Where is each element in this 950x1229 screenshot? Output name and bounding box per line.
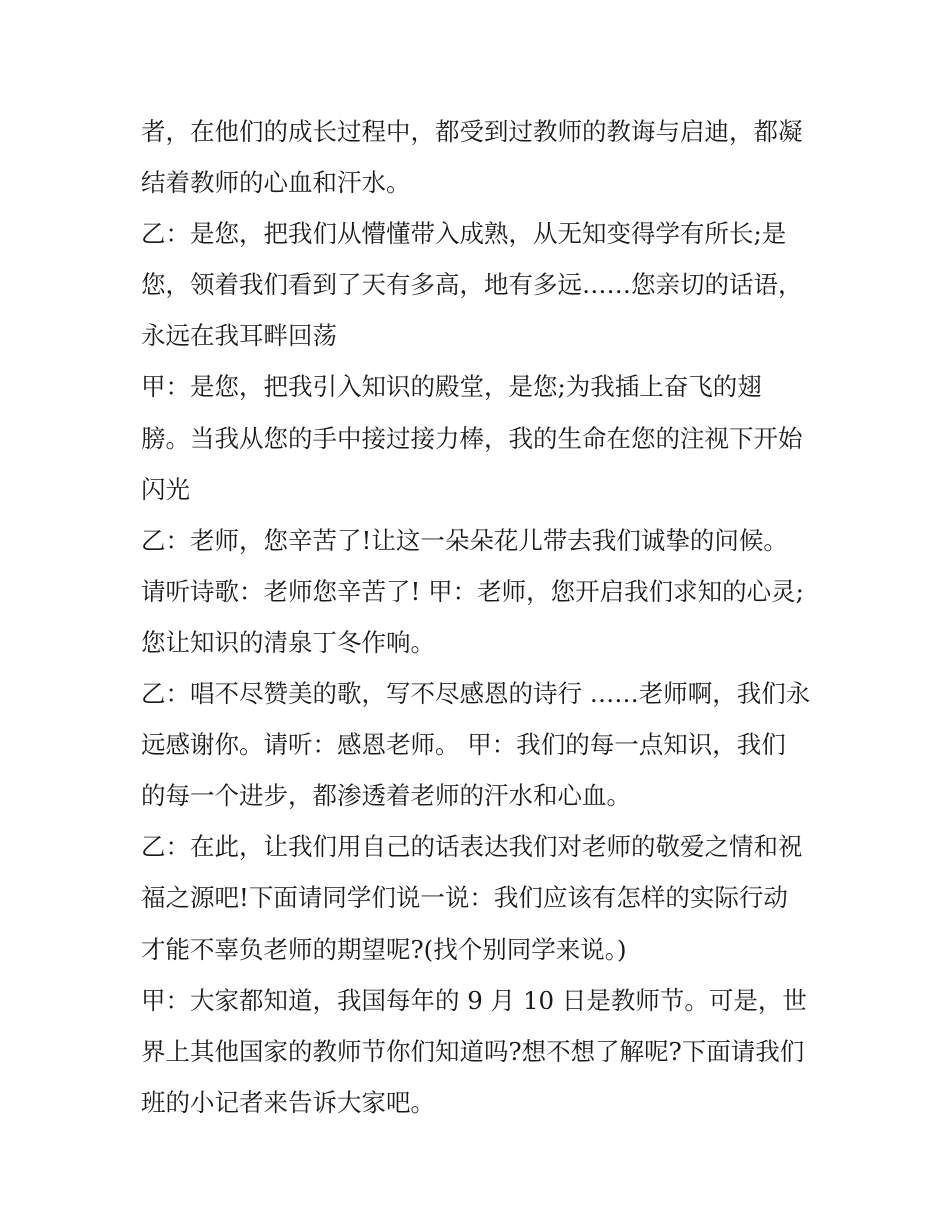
text-line: 甲：是您，把我引入知识的殿堂，是您;为我插上奋飞的翅	[141, 372, 762, 402]
text-line: 界上其他国家的教师节你们知道吗?想不想了解呢?下面请我们	[141, 1036, 805, 1066]
text-line: 乙：是您，把我们从懵懂带入成熟，从无知变得学有所长;是	[141, 219, 787, 249]
text-line: 者，在他们的成长过程中，都受到过教师的教诲与启迪，都凝	[141, 117, 803, 146]
text-line: 闪光	[141, 474, 190, 504]
text-line: 乙：老师，您辛苦了!让这一朵朵花儿带去我们诚挚的问候。	[141, 525, 788, 555]
text-line: 福之源吧!下面请同学们说一说：我们应该有怎样的实际行动	[141, 883, 788, 913]
text-line: 班的小记者来告诉大家吧。	[141, 1087, 435, 1117]
text-line: 乙：唱不尽赞美的歌，写不尽感恩的诗行 ……老师啊，我们永	[141, 679, 811, 709]
text-line: 膀。当我从您的手中接过接力棒，我的生命在您的注视下开始	[141, 423, 803, 453]
text-line: 结着教师的心血和汗水。	[141, 168, 411, 198]
text-line: 远感谢你。请听：感恩老师。 甲：我们的每一点知识，我们	[141, 730, 786, 760]
text-line: 您，领着我们看到了天有多高，地有多远……您亲切的话语，	[141, 270, 803, 300]
text-line: 甲：大家都知道，我国每年的 9 月 10 日是教师节。可是，世	[141, 985, 807, 1015]
text-line: 请听诗歌：老师您辛苦了! 甲：老师，您开启我们求知的心灵;	[141, 576, 804, 606]
text-line: 的每一个进步，都渗透着老师的汗水和心血。	[141, 781, 631, 811]
text-line: 您让知识的清泉丁冬作响。	[141, 627, 435, 657]
text-line: 永远在我耳畔回荡	[141, 321, 337, 351]
document-body	[141, 106, 821, 1128]
text-line: 乙：在此，让我们用自己的话表达我们对老师的敬爱之情和祝	[141, 832, 803, 862]
text-line: 才能不辜负老师的期望呢?(找个别同学来说。)	[141, 934, 627, 964]
